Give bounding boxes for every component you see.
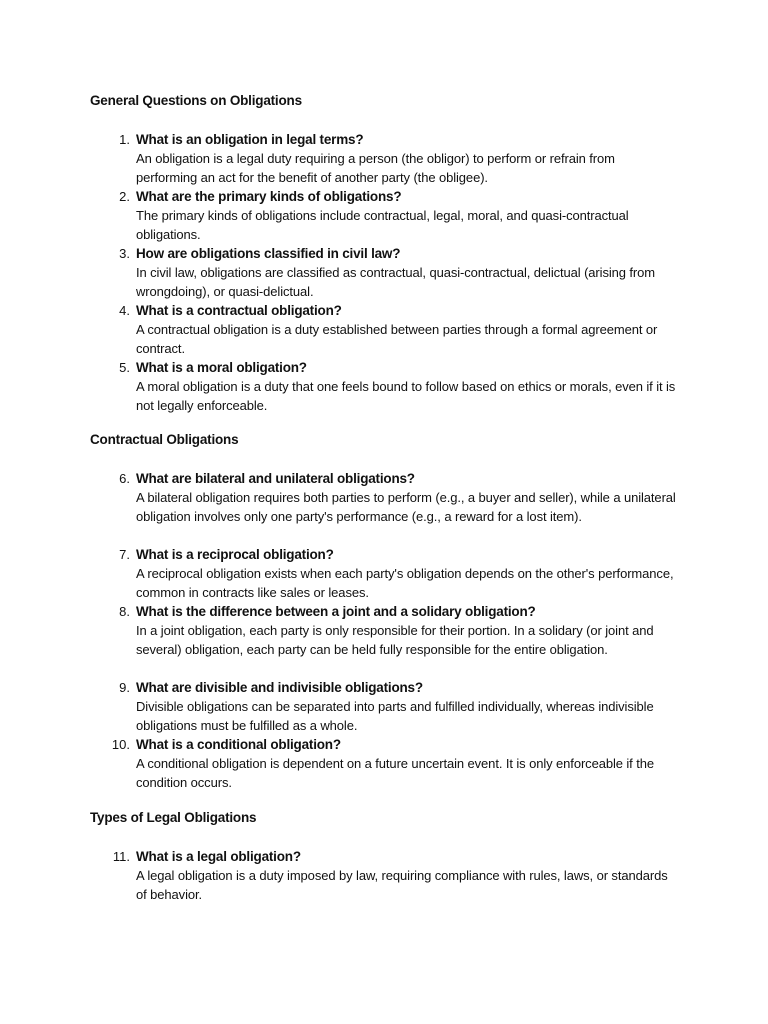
list-item bbox=[0, 678, 768, 735]
answer-text: A reciprocal obligation exists when each party's obligation depends on the other's performance, common in contracts like sales or leases. bbox=[136, 566, 674, 600]
item-number: 9. bbox=[119, 680, 130, 695]
item-number: 7. bbox=[119, 547, 130, 562]
question-text: What is a moral obligation? bbox=[136, 360, 307, 375]
answer-text: A bilateral obligation requires both parties to perform (e.g., a buyer and seller), while a unilateral obligation involves only one party's performance (e.g., a reward for a lost item). bbox=[136, 490, 676, 524]
section-heading: Types of Legal Obligations bbox=[90, 810, 257, 825]
question-text: What is a reciprocal obligation? bbox=[136, 547, 334, 562]
answer-text: In a joint obligation, each party is only responsible for their portion. In a solidary (or joint and several) obligation, each party can be held fully responsible for the entire obligation. bbox=[136, 623, 654, 657]
list-item bbox=[0, 545, 768, 602]
answer-text: A contractual obligation is a duty established between parties through a formal agreement or contract. bbox=[136, 322, 658, 356]
question-text: What is a contractual obligation? bbox=[136, 303, 342, 318]
item-number: 11. bbox=[112, 849, 130, 864]
item-number: 3. bbox=[119, 246, 130, 261]
item-number: 6. bbox=[119, 471, 130, 486]
section-heading: General Questions on Obligations bbox=[90, 93, 302, 108]
answer-text: A moral obligation is a duty that one feels bound to follow based on ethics or morals, even if it is not legally enforceable. bbox=[136, 379, 676, 413]
question-text: What is an obligation in legal terms? bbox=[136, 132, 364, 147]
answer-text: A conditional obligation is dependent on a future uncertain event. It is only enforceable if the condition occurs. bbox=[136, 756, 654, 790]
list-item bbox=[0, 469, 768, 545]
list-item bbox=[0, 847, 768, 904]
answer-text: In civil law, obligations are classified as contractual, quasi-contractual, delictual (arising from wrongdoing), or quasi-delictual. bbox=[136, 265, 656, 299]
list-item bbox=[0, 358, 768, 415]
question-text: What is a legal obligation? bbox=[136, 849, 301, 864]
list-item bbox=[0, 187, 768, 244]
question-text: What are the primary kinds of obligations? bbox=[136, 189, 402, 204]
item-number: 5. bbox=[119, 360, 130, 375]
item-number: 4. bbox=[119, 303, 130, 318]
item-number: 1. bbox=[119, 132, 130, 147]
question-text: What are bilateral and unilateral obligations? bbox=[136, 471, 415, 486]
question-text: What is the difference between a joint and a solidary obligation? bbox=[136, 604, 536, 619]
question-text: What are divisible and indivisible obligations? bbox=[136, 680, 423, 695]
item-number: 8. bbox=[119, 604, 130, 619]
question-text: How are obligations classified in civil law? bbox=[136, 246, 401, 261]
answer-text: Divisible obligations can be separated into parts and fulfilled individually, whereas indivisible obligations must be fulfilled as a whole. bbox=[136, 699, 654, 733]
question-list bbox=[0, 469, 768, 792]
item-number: 2. bbox=[119, 189, 130, 204]
section-heading: Contractual Obligations bbox=[90, 432, 239, 447]
question-text: What is a conditional obligation? bbox=[136, 737, 341, 752]
question-list bbox=[0, 130, 768, 415]
list-item bbox=[0, 735, 768, 792]
answer-text: An obligation is a legal duty requiring a person (the obligor) to perform or refrain from performing an act for the benefit of another party (the obligee). bbox=[136, 151, 615, 185]
list-item bbox=[0, 301, 768, 358]
question-list bbox=[0, 847, 768, 904]
list-item bbox=[0, 244, 768, 301]
item-number: 10. bbox=[111, 737, 130, 752]
answer-text: A legal obligation is a duty imposed by law, requiring compliance with rules, laws, or standards of behavior. bbox=[136, 868, 668, 902]
list-item bbox=[0, 130, 768, 187]
list-item bbox=[0, 602, 768, 678]
answer-text: The primary kinds of obligations include contractual, legal, moral, and quasi-contractual obligations. bbox=[136, 208, 629, 242]
